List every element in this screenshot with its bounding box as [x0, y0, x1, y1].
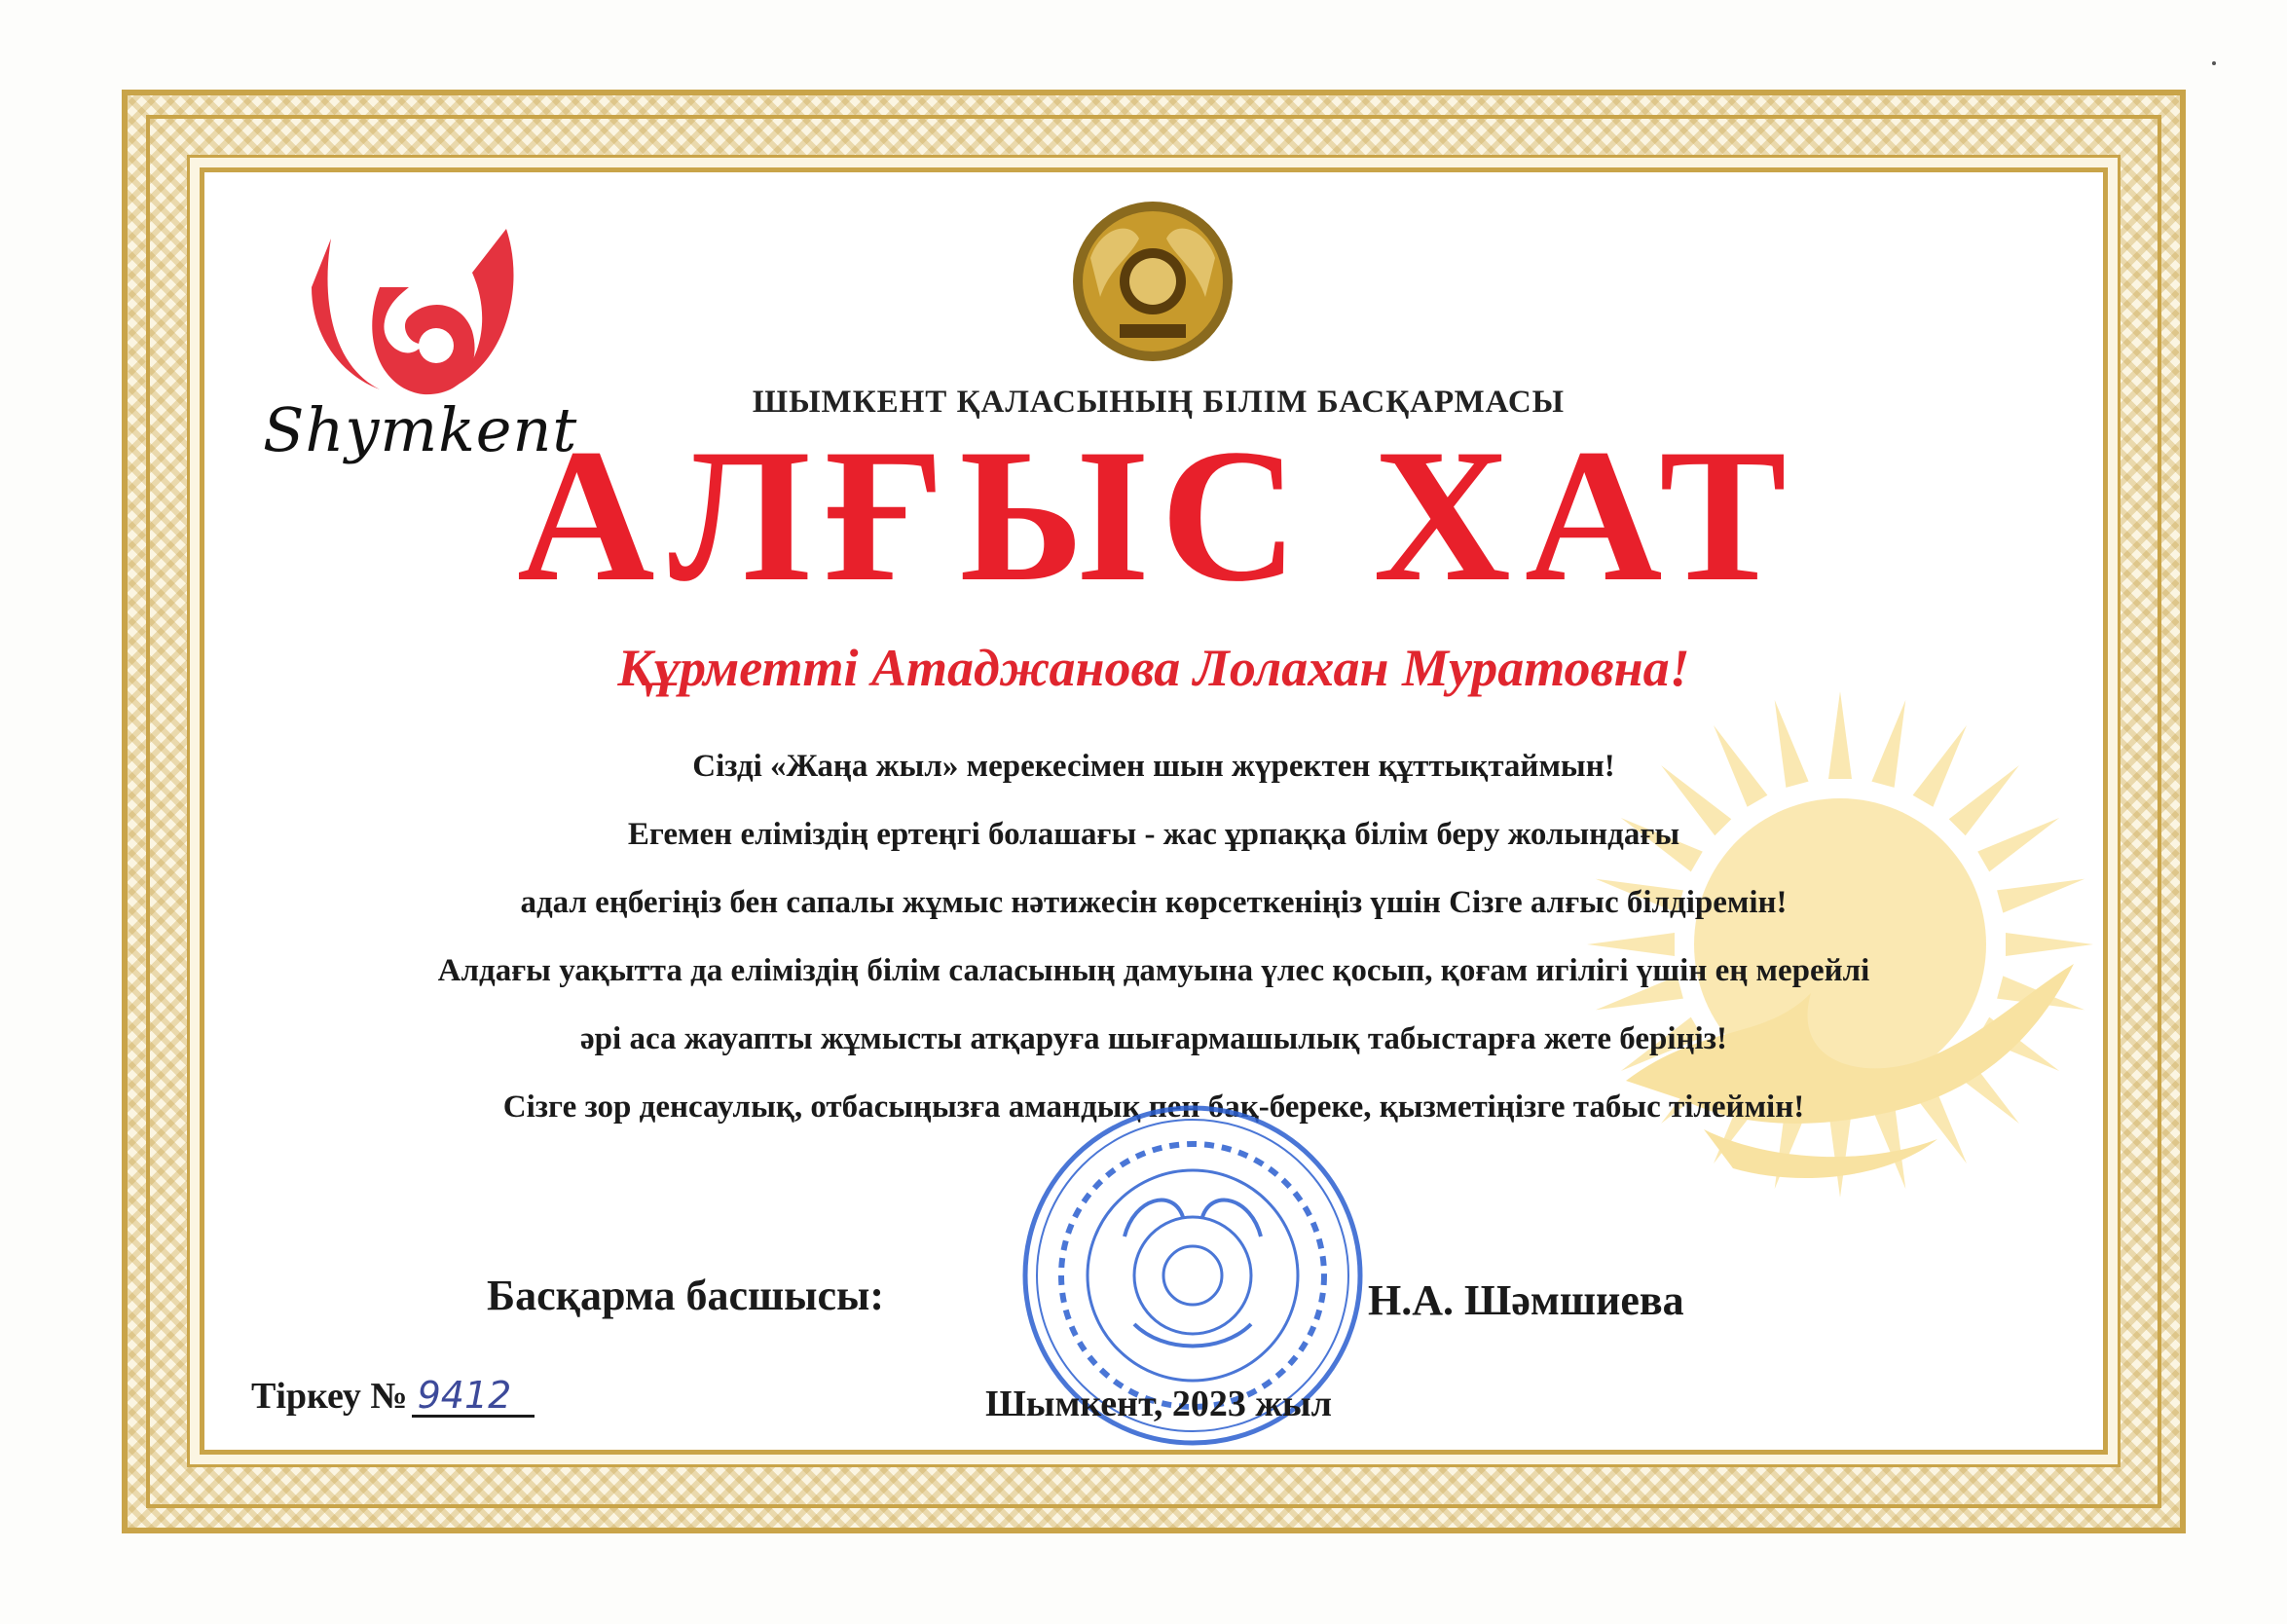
- certificate-title: АЛҒЫС ХАТ: [517, 410, 1800, 621]
- body-line: Алдағы уақытта да еліміздің білім саласының дамуына үлес қосып, қоғам игілігі үшін ең мерейлі: [437, 953, 1870, 988]
- registration-label: Тіркеу №: [251, 1376, 408, 1417]
- organization-name: ШЫМКЕНТ ҚАЛАСЫНЫҢ БІЛІМ БАСҚАРМАСЫ: [752, 385, 1566, 420]
- signature-title: Басқарма басшысы:: [487, 1272, 885, 1319]
- recipient-greeting: Құрметті Атаджанова Лолахан Муратовна!: [617, 639, 1690, 697]
- signatory-name: Н.А. Шәмшиева: [1368, 1276, 1684, 1324]
- body-line: Сізді «Жаңа жыл» мерекесімен шын жүректен құттықтаймын!: [692, 749, 1615, 784]
- body-line: Егемен еліміздің ертеңгі болашағы - жас ұрпаққа білім беру жолындағы: [627, 817, 1680, 852]
- registration-number: 9412: [412, 1376, 535, 1418]
- body-line: Сізге зор денсаулық, отбасыңызға амандық пен бақ-береке, қызметіңізге табыс тілеймін!: [502, 1089, 1805, 1125]
- body-line: адал еңбегіңіз бен сапалы жұмыс нәтижесін көрсеткеніңіз үшін Сізге алғыс білдіремін!: [520, 885, 1788, 920]
- scan-speck: [2212, 61, 2216, 65]
- place-and-year: Шымкент, 2023 жыл: [985, 1384, 1332, 1424]
- logo-wordmark: Shymkent: [263, 394, 578, 465]
- certificate-body: [234, 732, 2074, 1141]
- registration-field: [251, 1375, 535, 1418]
- body-line: әрі аса жауапты жұмысты атқаруға шығармашылық табыстарға жете беріңіз!: [580, 1021, 1727, 1056]
- state-emblem-icon: [1071, 200, 1235, 363]
